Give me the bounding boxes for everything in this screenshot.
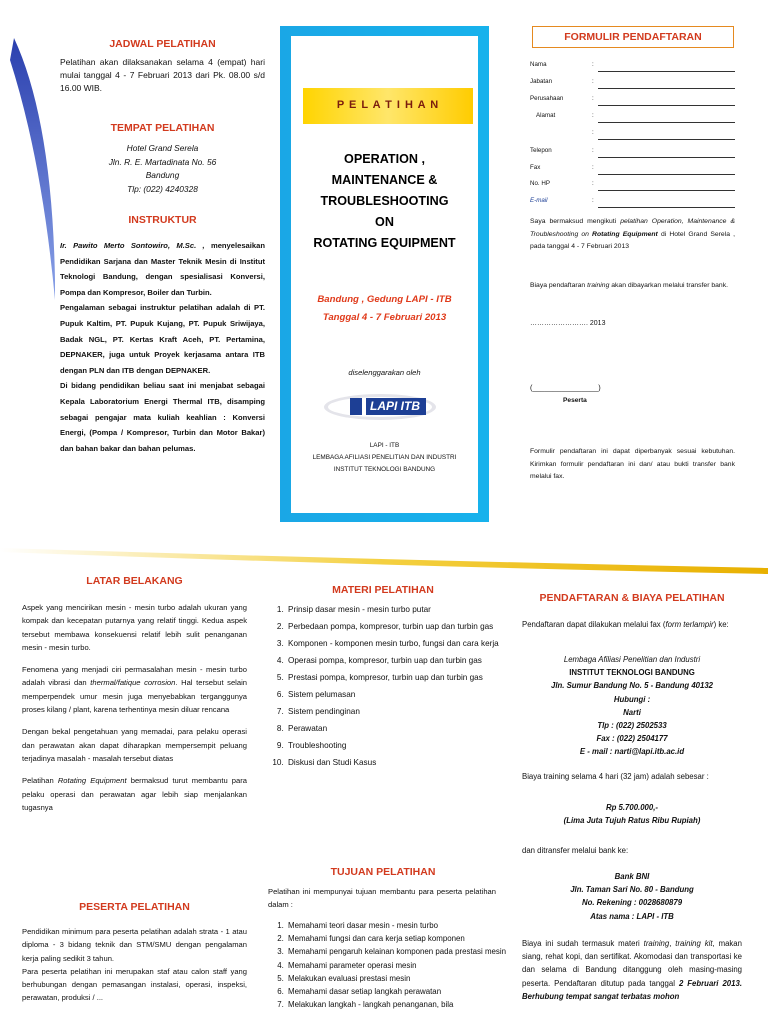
biaya-amount-block: [522, 801, 742, 827]
hotel-address: Jln. R. E. Martadinata No. 56: [108, 156, 217, 167]
colon: :: [592, 61, 594, 68]
instruktur-name: Ir. Pawito Merto Sontowiro, M.Sc. ,: [60, 241, 205, 250]
field-line-fax[interactable]: [598, 174, 735, 175]
tujuan-item: 5. Melakukan evaluasi prestasi mesin: [286, 972, 514, 985]
latar-title: LATAR BELAKANG: [86, 575, 183, 587]
daftar-intro-form: form terlampir: [665, 620, 714, 629]
stmt-venue: di Hotel Grand Serela , pada tanggal 4 - 7 Februari 2013: [530, 230, 735, 251]
cover-title-line-2: MAINTENANCE &: [331, 173, 438, 187]
form-signature-label: Peserta: [563, 397, 587, 404]
field-label-fax: Fax: [530, 164, 541, 171]
incl-training: training: [643, 939, 670, 948]
latar-p4-term: Rotating Equipment: [57, 776, 127, 786]
instruktur-current: Di bidang pendidikan beliau saat ini menjabat sebagai Kepala Laboratorium Energi Thermal ITB, disamping sebagai pengajar mata kuliah keahlian : Konversi Energi, (Pompa / Kompresor, Turbin dan Motor Bakar) dan bahan bakar dan bahan pelumas.: [60, 381, 265, 453]
field-label-email: E-mail: [530, 197, 548, 204]
materi-item: 6. Sistem pelumasan: [286, 686, 514, 703]
materi-list: [268, 601, 514, 771]
jadwal-text: Pelatihan akan dilaksanakan selama 4 (empat) hari mulai tanggal 4 - 7 Februari 2013 dari Pk. 08.00 s/d 16.00 WIB.: [60, 57, 265, 93]
colon: :: [592, 112, 594, 119]
colon: :: [592, 197, 594, 204]
latar-p3: Dengan bekal pengetahuan yang memadai, para pelaku operasi dan perawatan akan dapat diharapkan mempersempit peluang terjadinya masalah - masalah tersebut diatas: [22, 727, 247, 763]
instruktur-bio: [60, 238, 265, 456]
field-line-email[interactable]: [598, 207, 735, 208]
stmt-course-bold: Rotating Equipment: [592, 230, 658, 238]
latar-p4-text: Pelatihan: [22, 776, 58, 786]
jadwal-title: JADWAL PELATIHAN: [109, 38, 216, 50]
field-label-telepon: Telepon: [530, 147, 552, 154]
contact-fax: Fax : (022) 2504177: [596, 734, 668, 744]
incl-kit: training kit: [675, 939, 713, 948]
field-line-alamat-2[interactable]: [598, 139, 735, 140]
contact-itb: INSTITUT TEKNOLOGI BANDUNG: [569, 668, 695, 678]
tujuan-list: [268, 919, 514, 1011]
stmt-course: pelatihan Operation, Maintenance & Troubleshooting on: [530, 218, 735, 238]
instruktur-title: INSTRUKTUR: [128, 214, 197, 226]
biaya-text: Biaya training selama 4 hari (32 jam) adalah sebesar :: [522, 772, 709, 781]
contact-lembaga: Lembaga Afiliasi Penelitian dan Industri: [563, 655, 701, 664]
cover-date: Tanggal 4 - 7 Februari 2013: [322, 312, 447, 323]
tempat-block: [60, 142, 265, 196]
cover-title-line-3: TROUBLESHOOTING: [320, 194, 449, 208]
field-line-jabatan[interactable]: [598, 88, 735, 89]
contact-address: Jln. Sumur Bandung No. 5 - Bandung 40132: [550, 681, 714, 691]
field-label-jabatan: Jabatan: [530, 78, 553, 85]
bank-account: No. Rekening : 0028680879: [581, 898, 683, 908]
latar-p4-rest: bermaksud turut membantu para pelaku operasi dan perawatan agar lebih siap menjalankan tugasnya: [22, 776, 248, 812]
materi-title: MATERI PELATIHAN: [332, 584, 434, 596]
incl-end: . Berhubung tempat sangat terbatas mohon: [522, 978, 742, 1001]
hotel-name: Hotel Grand Serela: [126, 143, 199, 153]
cover-title-line-5: ROTATING EQUIPMENT: [313, 236, 456, 250]
latar-p1: Aspek yang mencirikan mesin - mesin turbo adalah ukuran yang kompak dan kecepatan putarnya yang relatif tinggi. Kedua aspek tersebut membawa konsekuensi relatif lebih sulit penanganan mesin - mesin turbo.: [22, 603, 247, 652]
transfer-text: dan ditransfer melalui bank ke:: [522, 846, 629, 855]
tujuan-item: 7. Melakukan langkah - langkah penanganan, bila: [286, 998, 514, 1011]
organizer-line-1: LAPI - ITB: [369, 442, 400, 449]
daftar-intro-end: ) ke:: [713, 620, 729, 629]
tujuan-item: 3. Memahami pengaruh kelainan komponen pada prestasi mesin: [286, 945, 514, 958]
field-line-nama[interactable]: [598, 71, 735, 72]
form-row-perusahaan[interactable]: [530, 95, 735, 109]
peserta-p2: Para peserta pelatihan ini merupakan staf atau calon staff yang berhubungan dengan pemasangan instalasi, operasi, inspeksi, perawatan, produksi / ...: [22, 966, 247, 1003]
cover-location: Bandung , Gedung LAPI - ITB: [317, 294, 452, 305]
form-signature-line[interactable]: (________________): [530, 383, 601, 392]
materi-item: 5. Prestasi pompa, kompresor, turbin uap dan turbin gas: [286, 669, 514, 686]
payment-transfer: akan dibayarkan melalui transfer bank.: [609, 282, 728, 289]
field-label-nama: Nama: [530, 61, 547, 68]
daftar-contact: [522, 653, 742, 759]
form-row-nama[interactable]: [530, 61, 735, 75]
incl-text: Biaya ini sudah termasuk materi: [522, 939, 644, 948]
daftar-title: PENDAFTARAN & BIAYA PELATIHAN: [539, 592, 725, 604]
tujuan-title: TUJUAN PELATIHAN: [330, 866, 436, 878]
cover-banner: P E L A T I H A N: [336, 99, 440, 111]
cover-title-line-1: OPERATION ,: [344, 152, 425, 166]
field-line-perusahaan[interactable]: [598, 105, 735, 106]
latar-p2-rest: . Hal tersebut selain memperpendek umur mesin juga menyebabkan terganggunya proses kilang / plant, karena terhentinya mesin diluar rencana: [22, 678, 248, 715]
form-title: FORMULIR PENDAFTARAN: [532, 26, 734, 48]
bank-block: [522, 870, 742, 923]
peserta-p1: Pendidikan minimum para peserta pelatihan adalah strata - 1 atau diploma - 3 bidang teknik dan STM/SMU dengan pengalaman kerja paling sedikit 3 tahun.: [22, 927, 247, 963]
organizer-line-3: INSTITUT TEKNOLOGI BANDUNG: [333, 466, 436, 473]
colon: :: [592, 129, 594, 136]
lapi-itb-logo: [322, 392, 440, 422]
section-divider: [0, 548, 768, 574]
biaya-amount: Rp 5.700.000,-: [605, 803, 658, 812]
form-payment-note: [530, 280, 735, 293]
form-row-alamat-2[interactable]: [530, 129, 735, 143]
tujuan-item: 4. Memahami parameter operasi mesin: [286, 959, 514, 972]
materi-item: 1. Prinsip dasar mesin - mesin turbo putar: [286, 601, 514, 618]
cover-organizer: [291, 440, 478, 476]
materi-item: 2. Perbedaan pompa, kompresor, turbin uap dan turbin gas: [286, 618, 514, 635]
incl-deadline: 2 Februari 2013: [678, 978, 740, 988]
payment-text: Biaya pendaftaran: [530, 282, 588, 289]
cover-event-info: [291, 291, 478, 327]
latar-p2: [22, 663, 247, 716]
materi-item: 3. Komponen - komponen mesin turbo, fungsi dan cara kerja: [286, 635, 514, 652]
materi-item: 9. Troubleshooting: [286, 737, 514, 754]
bank-address: Jln. Taman Sari No. 80 - Bandung: [570, 885, 694, 895]
daftar-intro: [522, 618, 742, 631]
bank-holder: Atas nama : LAPI - ITB: [590, 911, 674, 921]
form-row-fax[interactable]: [530, 164, 735, 178]
incl-body: , makan siang, rehat kopi, dan sertifikat. Akomodasi dan transportasi ke dan selama di Bandung ditanggung oleh masing-masing peserta. Pendaftaran ditutup pada tanggal: [522, 939, 742, 988]
tujuan-item: 6. Memahami dasar setiap langkah perawatan: [286, 985, 514, 998]
tempat-title: TEMPAT PELATIHAN: [110, 122, 215, 134]
contact-hubungi: Hubungi :: [613, 694, 651, 704]
tujuan-item: 1. Memahami teori dasar mesin - mesin turbo: [286, 919, 514, 932]
bank-name: Bank BNI: [614, 872, 650, 881]
colon: :: [592, 95, 594, 102]
form-row-alamat[interactable]: [530, 112, 735, 126]
colon: :: [592, 180, 594, 187]
biaya-includes: [522, 937, 742, 1003]
contact-email[interactable]: E - mail : narti@lapi.itb.ac.id: [579, 747, 685, 757]
tujuan-intro: Pelatihan ini mempunyai tujuan membantu para peserta pelatihan dalam :: [268, 887, 496, 909]
materi-item: 8. Perawatan: [286, 720, 514, 737]
field-label-hp: No. HP: [530, 180, 550, 187]
form-note: Formulir pendaftaran ini dapat diperbanyak sesuai kebutuhan. Kirimkan formulir pendaftaran ini dan/ atau bukti transfer bank melalui fax.: [530, 448, 735, 481]
form-row-jabatan[interactable]: [530, 78, 735, 92]
stmt-text: Saya bermaksud mengikuti: [530, 218, 621, 225]
hotel-city: Bandung: [145, 170, 180, 180]
instruktur-experience: Pengalaman sebagai instruktur pelatihan adalah di PT. Pupuk Kaltim, PT. Pupuk Kujang, PT. Pupuk Sriwijaya, Badak NGL, PT. Kertas Kraft Aceh, PT. Pertamina, DEPNAKER, juga untuk Proyek kerjasama antara ITB dengan PLN dan ITB dengan DEPNAKER.: [60, 303, 265, 375]
materi-item: 10. Diskusi dan Studi Kasus: [286, 754, 514, 771]
incl-sep: ,: [669, 939, 676, 948]
biaya-terbilang: (Lima Juta Tujuh Ratus Ribu Rupiah): [563, 816, 701, 826]
left-blue-accent: [10, 38, 55, 300]
field-line-alamat[interactable]: [598, 122, 735, 123]
organizer-line-2: LEMBAGA AFILIASI PENELITIAN DAN INDUSTRI: [312, 454, 457, 461]
latar-p2-text: Fenomena yang menjadi ciri permasalahan mesin - mesin turbo adalah vibrasi dan: [22, 665, 247, 688]
colon: :: [592, 147, 594, 154]
cover-title: [291, 149, 478, 254]
latar-body: [22, 601, 247, 814]
materi-item: 4. Operasi pompa, kompresor, turbin uap dan turbin gas: [286, 652, 514, 669]
latar-p4: [22, 774, 247, 814]
tujuan-item: 2. Memahami fungsi dan cara kerja setiap komponen: [286, 932, 514, 945]
colon: :: [592, 164, 594, 171]
cover-organized-by: diselenggarakan oleh: [348, 368, 421, 377]
form-row-telepon[interactable]: [530, 147, 735, 161]
latar-p2-term: thermal/fatique corrosion: [90, 678, 176, 688]
logo-text: LAPI ITB: [370, 399, 420, 413]
peserta-title: PESERTA PELATIHAN: [79, 901, 190, 913]
form-date-line: ……………………. 2013: [530, 320, 606, 327]
colon: :: [592, 78, 594, 85]
contact-phone: Tlp : (022) 2502533: [597, 721, 667, 731]
daftar-intro-text: Pendaftaran dapat dilakukan melalui fax (: [522, 620, 666, 629]
field-line-hp[interactable]: [598, 190, 735, 191]
payment-training: training: [587, 282, 610, 289]
cover-title-line-4: ON: [375, 215, 394, 229]
contact-name: Narti: [623, 707, 641, 717]
form-row-email[interactable]: [530, 197, 735, 211]
instruktur-education: menyelesaikan Pendidikan Sarjana dan Master Teknik Mesin di Institut Teknologi Bandung, dengan spesialisasi Konversi, Pompa dan Kompresor, Boiler dan Turbin.: [60, 241, 265, 297]
field-label-perusahaan: Perusahaan: [530, 95, 564, 102]
form-row-hp[interactable]: [530, 180, 735, 194]
form-statement: [530, 216, 735, 254]
peserta-body: [22, 925, 247, 1005]
hotel-phone: Tlp: (022) 4240328: [127, 183, 198, 194]
field-label-alamat: Alamat: [536, 112, 556, 119]
field-line-telepon[interactable]: [598, 157, 735, 158]
materi-item: 7. Sistem pendinginan: [286, 703, 514, 720]
